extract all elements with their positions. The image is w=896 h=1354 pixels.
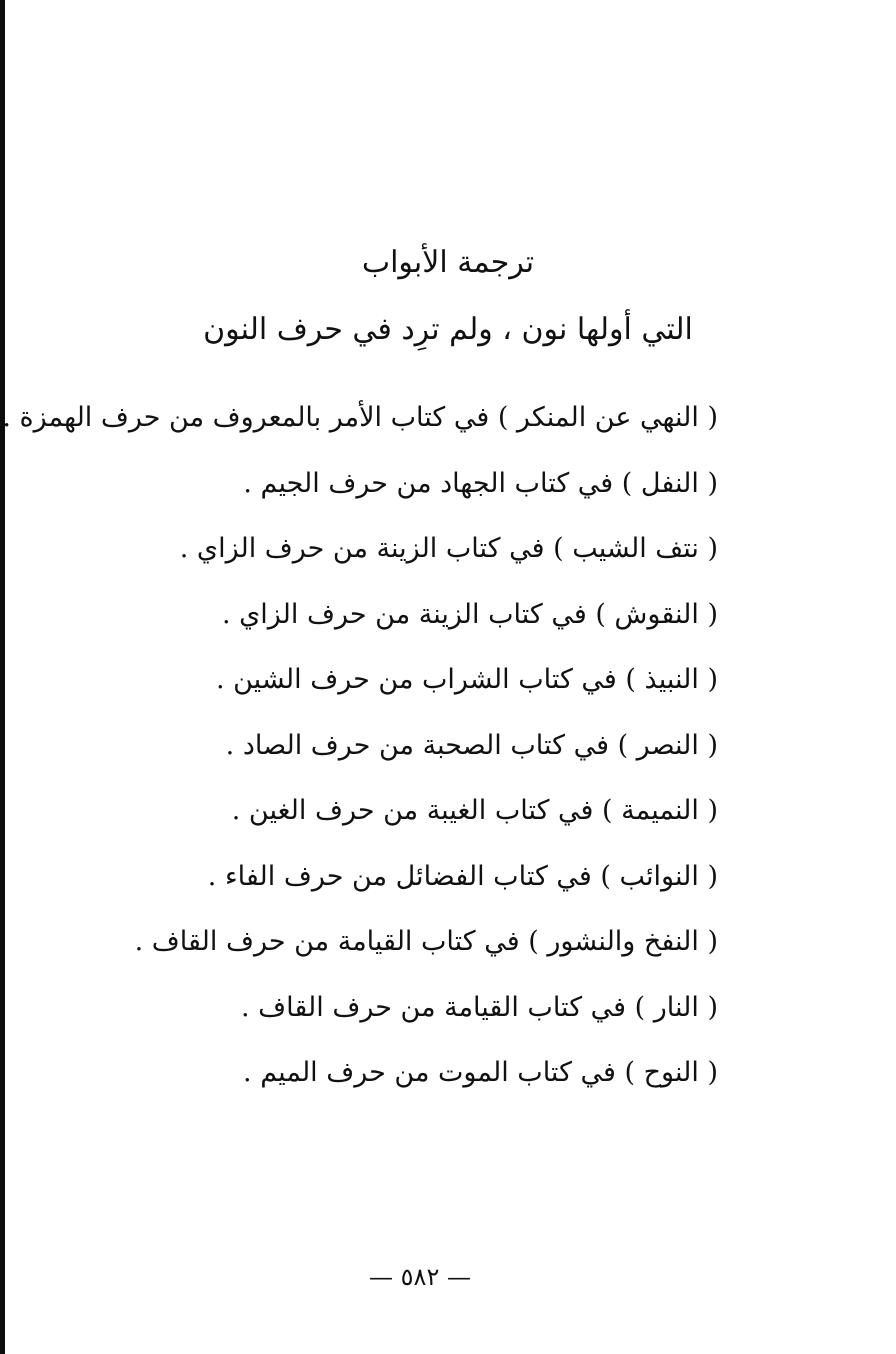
page-number: — ٥٨٢ — <box>369 1263 471 1291</box>
list-item: ( النار ) في كتاب القيامة من حرف القاف . <box>241 991 718 1023</box>
section-title: ترجمة الأبواب <box>361 245 535 280</box>
page-left-edge <box>0 0 5 1354</box>
entry-list <box>2 395 718 1116</box>
list-item: ( النهي عن المنكر ) في كتاب الأمر بالمعروف من حرف الهمزة . <box>2 402 718 433</box>
list-item: ( النفل ) في كتاب الجهاد من حرف الجيم . <box>243 467 718 499</box>
list-item: ( النوح ) في كتاب الموت من حرف الميم . <box>243 1057 718 1088</box>
list-item: ( النوائب ) في كتاب الفضائل من حرف الفاء . <box>207 860 718 892</box>
list-item: ( النميمة ) في كتاب الغيبة من حرف الغين . <box>231 795 718 826</box>
list-item: ( النصر ) في كتاب الصحبة من حرف الصاد . <box>225 729 718 761</box>
section-subtitle: التي أولها نون ، ولم ترِد في حرف النون <box>203 312 693 347</box>
list-item: ( النقوش ) في كتاب الزينة من حرف الزاي . <box>221 598 718 630</box>
list-item: ( النبيذ ) في كتاب الشراب من حرف الشين . <box>215 664 718 695</box>
list-item: ( النفخ والنشور ) في كتاب القيامة من حرف القاف . <box>134 926 718 957</box>
list-item: ( نتف الشيب ) في كتاب الزينة من حرف الزاي . <box>179 533 718 564</box>
